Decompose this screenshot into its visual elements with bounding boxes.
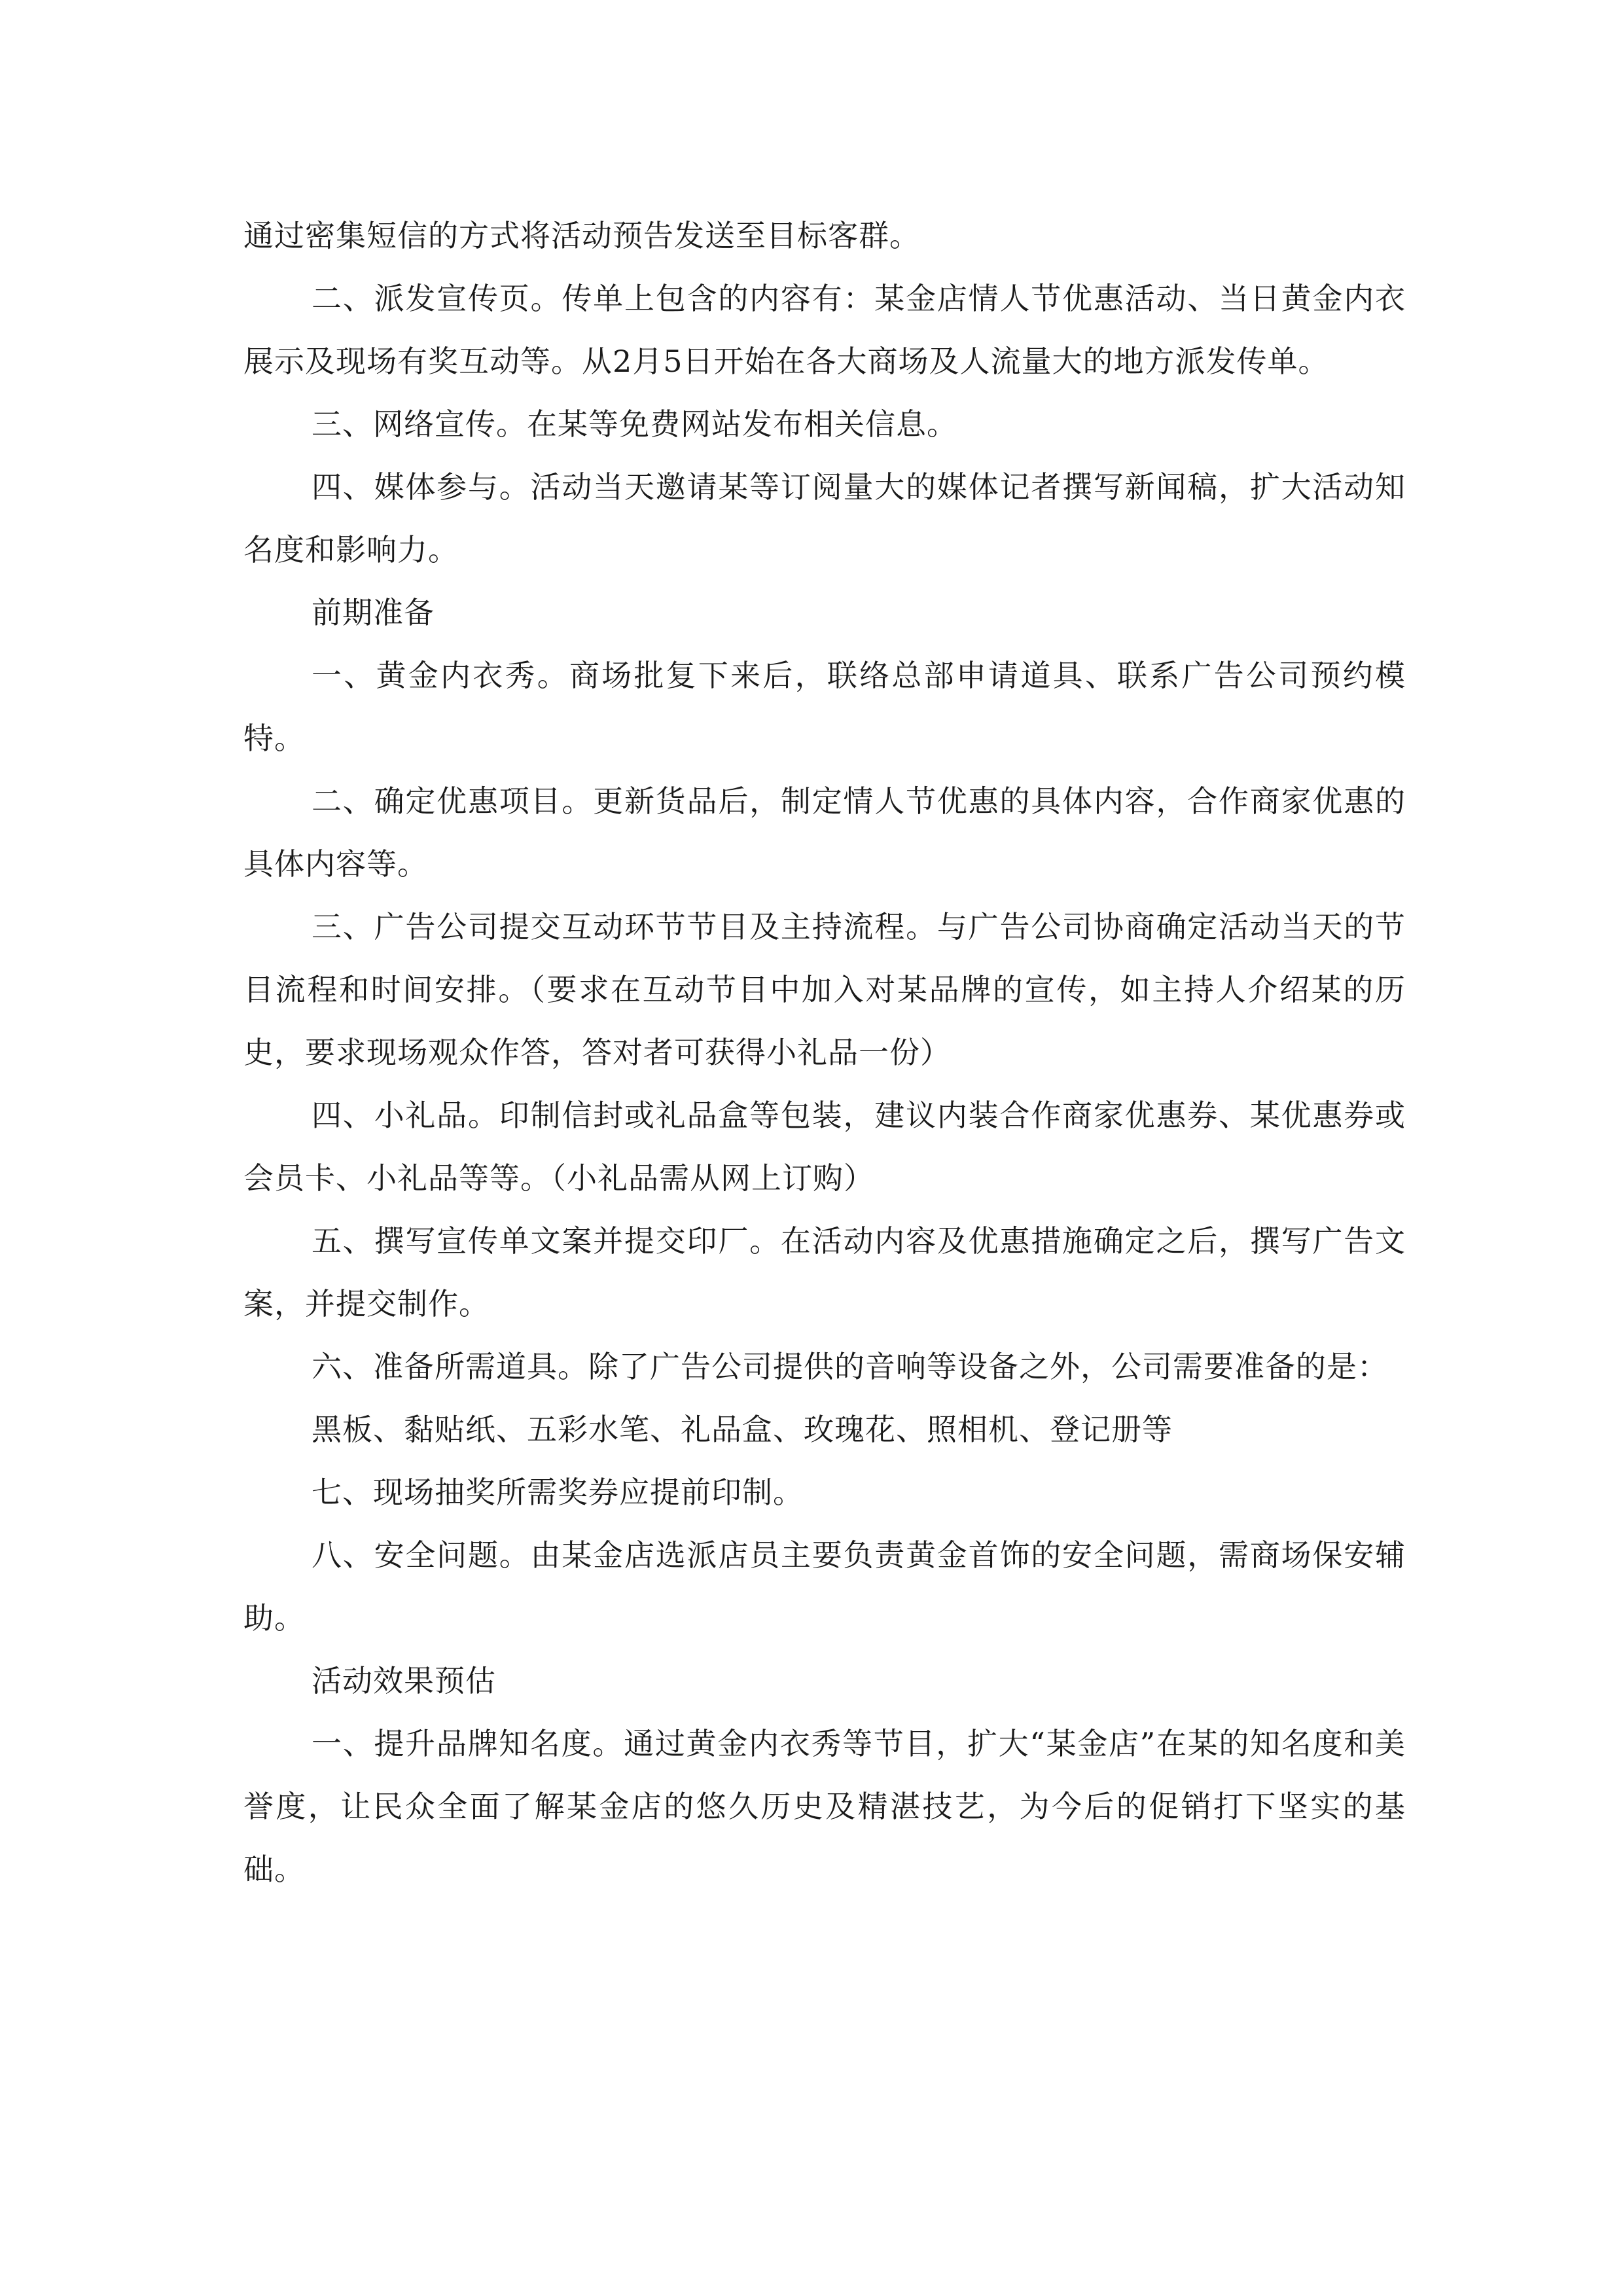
section-heading-effect-estimate: 活动效果预估 bbox=[312, 1663, 496, 1698]
paragraph-media: 四、媒体参与。活动当天邀请某等订阅量大的媒体记者撰写新闻稿，扩大活动知名度和影响力。 bbox=[243, 469, 1406, 567]
paragraph-lottery-tickets: 七、现场抽奖所需奖券应提前印制。 bbox=[312, 1475, 804, 1510]
paragraph-flyer-copy: 五、撰写宣传单文案并提交印厂。在活动内容及优惠措施确定之后，撰写广告文案，并提交制作。 bbox=[243, 1223, 1406, 1321]
paragraph-discount-items: 二、确定优惠项目。更新货品后，制定情人节优惠的具体内容，合作商家优惠的具体内容等。 bbox=[243, 783, 1406, 882]
paragraph-brand-awareness: 一、提升品牌知名度。通过黄金内衣秀等节目，扩大“某金店”在某的知名度和美誉度，让民众全面了解某金店的悠久历史及精湛技艺，为今后的促销打下坚实的基础。 bbox=[243, 1726, 1406, 1887]
paragraph-flyers: 二、派发宣传页。传单上包含的内容有：某金店情人节优惠活动、当日黄金内衣展示及现场有奖互动等。从2月5日开始在各大商场及人流量大的地方派发传单。 bbox=[243, 281, 1406, 379]
paragraph-security: 八、安全问题。由某金店选派店员主要负责黄金首饰的安全问题，需商场保安辅助。 bbox=[243, 1537, 1406, 1636]
document-body bbox=[243, 204, 1406, 1901]
paragraph-props-list: 黑板、黏贴纸、五彩水笔、礼品盒、玫瑰花、照相机、登记册等 bbox=[312, 1412, 1173, 1447]
paragraph-props: 六、准备所需道具。除了广告公司提供的音响等设备之外，公司需要准备的是： bbox=[312, 1349, 1388, 1384]
paragraph-small-gifts: 四、小礼品。印制信封或礼品盒等包装，建议内装合作商家优惠券、某优惠券或会员卡、小礼品等等。（小礼品需从网上订购） bbox=[243, 1098, 1406, 1196]
paragraph-sms-continuation: 通过密集短信的方式将活动预告发送至目标客群。 bbox=[243, 218, 920, 253]
section-heading-preparation: 前期准备 bbox=[312, 595, 435, 630]
paragraph-lingerie-show: 一、黄金内衣秀。商场批复下来后，联络总部申请道具、联系广告公司预约模特。 bbox=[243, 658, 1406, 756]
paragraph-online-promotion: 三、网络宣传。在某等免费网站发布相关信息。 bbox=[312, 406, 957, 442]
paragraph-interactive-program: 三、广告公司提交互动环节节目及主持流程。与广告公司协商确定活动当天的节目流程和时间安排。（要求在互动节目中加入对某品牌的宣传，如主持人介绍某的历史，要求现场观众作答，答对者可获得小礼品一份） bbox=[243, 909, 1406, 1070]
